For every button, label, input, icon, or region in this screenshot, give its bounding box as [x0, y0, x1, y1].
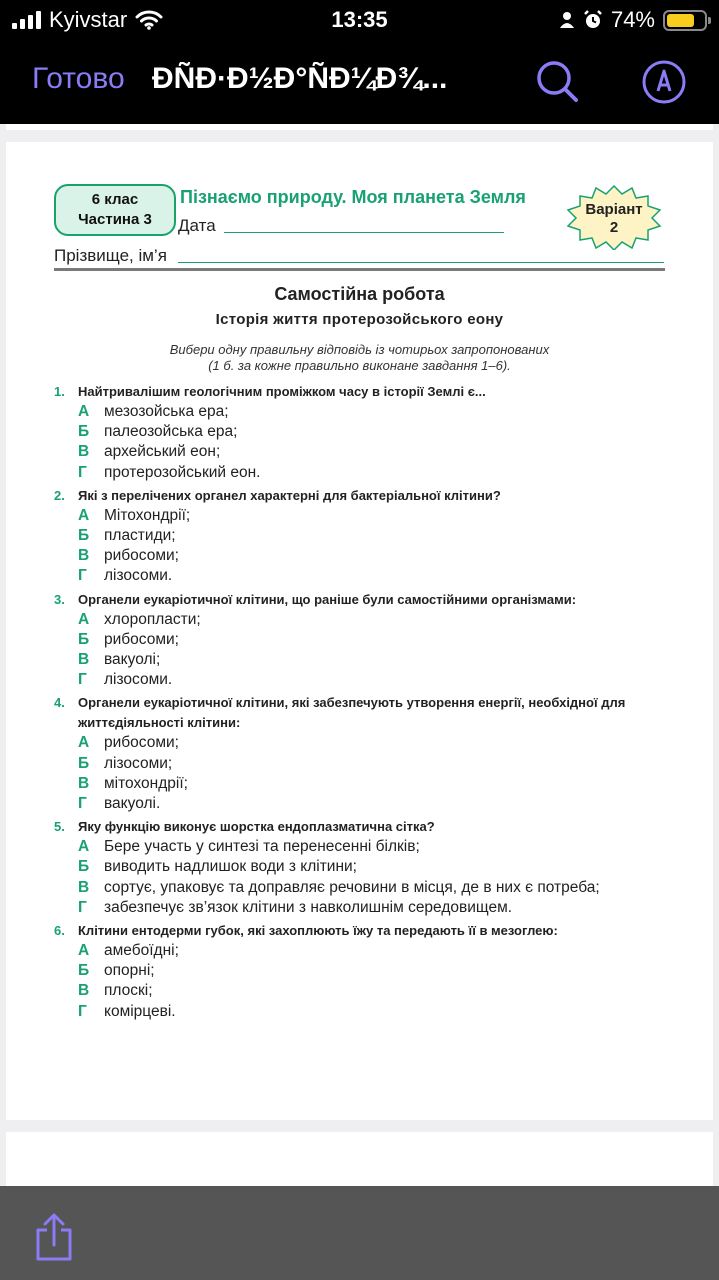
option-letter: В: [78, 982, 90, 1000]
option-letter: Г: [78, 463, 87, 481]
answer-option: [54, 610, 666, 630]
option-letter: Г: [78, 1002, 87, 1020]
option-text: вакуолі.: [104, 795, 161, 813]
question-text: Найтривалішим геологічним проміжком часу в історії Землі є...: [78, 384, 486, 399]
option-text: палеозойська ера;: [104, 423, 238, 441]
answer-option: [54, 961, 666, 981]
question-header: [54, 693, 666, 733]
next-page: [6, 1132, 713, 1186]
answer-option: [54, 774, 666, 794]
date-label: Дата: [178, 216, 216, 235]
question-text: Органели еукаріотичної клітини, які забезпечують утворення енергії, необхідної для життєдіяльності клітини:: [78, 695, 626, 731]
answer-option: [54, 898, 666, 918]
document-title: ÐÑÐ·Ð½Ð°ÑÐ¼Ð¾...: [152, 62, 448, 95]
question-number: 1.: [54, 384, 65, 399]
question-2: [54, 486, 666, 587]
question-number: 6.: [54, 923, 65, 939]
battery-icon: [663, 10, 707, 31]
answer-option: [54, 754, 666, 774]
option-letter: А: [78, 403, 90, 420]
question-1: [54, 382, 666, 483]
question-number: 3.: [54, 591, 65, 607]
option-text: рибосоми;: [104, 734, 179, 752]
option-letter: В: [78, 651, 90, 669]
option-letter: Г: [78, 671, 87, 689]
answer-option: [54, 794, 666, 814]
question-header: [54, 590, 666, 610]
answer-option: [54, 1002, 666, 1022]
option-letter: Б: [78, 754, 90, 772]
option-letter: В: [78, 547, 90, 565]
option-text: забезпечує зв’язок клітини з навколишнім середовищем.: [104, 898, 513, 916]
option-letter: Б: [78, 423, 90, 441]
option-letter: А: [78, 734, 90, 752]
badge-grade: 6 клас: [91, 191, 139, 208]
share-icon[interactable]: [34, 1212, 74, 1262]
question-header: [54, 817, 666, 837]
option-text: лізосоми.: [104, 671, 173, 689]
option-text: опорні;: [104, 962, 155, 980]
option-letter: А: [78, 942, 90, 960]
question-number: 4.: [54, 695, 65, 711]
option-text: рибосоми;: [104, 630, 179, 648]
worksheet-title: Самостійна робота: [274, 284, 445, 304]
option-text: хлоропласти;: [104, 610, 201, 628]
question-header: [54, 486, 666, 506]
alarm-icon: [583, 10, 603, 30]
option-letter: Г: [78, 898, 87, 916]
option-text: плоскі;: [104, 982, 153, 1000]
answer-option: [54, 566, 666, 586]
variant-label: Варіант: [585, 201, 643, 218]
badge-part: Частина 3: [78, 211, 152, 228]
option-letter: В: [78, 878, 90, 896]
option-text: пластиди;: [104, 527, 176, 545]
option-letter: Б: [78, 858, 90, 876]
subject-title: Пізнаємо природу. Моя планета Земля: [180, 187, 526, 207]
option-text: мезозойська ера;: [104, 403, 229, 420]
option-letter: В: [78, 443, 90, 461]
header-divider: [54, 268, 665, 271]
answer-option: [54, 650, 666, 670]
question-header: [54, 382, 666, 402]
answer-option: [54, 733, 666, 753]
answer-option: [54, 546, 666, 566]
clock: 13:35: [331, 7, 388, 32]
markup-icon[interactable]: [640, 58, 688, 106]
option-text: вакуолі;: [104, 651, 161, 669]
previous-page: [6, 124, 713, 130]
document-viewer[interactable]: [0, 124, 719, 1186]
question-3: [54, 590, 666, 691]
question-text: Яку функцію виконує шорстка ендоплазматична сітка?: [78, 819, 435, 835]
option-letter: Г: [78, 795, 87, 813]
answer-option: [54, 463, 666, 483]
instruction-line: Вибери одну правильну відповідь із чотирьох запропонованих: [169, 342, 550, 357]
option-text: виводить надлишок води з клітини;: [104, 858, 357, 876]
answer-option: [54, 402, 666, 422]
battery-percent: 74%: [610, 7, 655, 32]
person-icon: [559, 11, 575, 29]
answer-option: [54, 941, 666, 961]
instruction-line: (1 б. за кожне правильно виконане завдання 1–6).: [208, 358, 511, 373]
bottom-toolbar: [0, 1186, 719, 1280]
option-text: Мітохондрії;: [104, 506, 191, 524]
answer-option: [54, 630, 666, 650]
option-letter: В: [78, 774, 90, 792]
option-letter: Б: [78, 630, 90, 648]
question-4: [54, 693, 666, 814]
option-text: протерозойський еон.: [104, 463, 261, 481]
option-letter: А: [78, 610, 90, 628]
option-text: комірцеві.: [104, 1002, 176, 1020]
question-6: [54, 921, 666, 1022]
option-text: мітохондрії;: [104, 774, 188, 792]
worksheet-page: [6, 142, 713, 1120]
option-text: архейський еон;: [104, 443, 221, 461]
variant-number: 2: [609, 219, 619, 236]
option-letter: Б: [78, 527, 90, 545]
status-bar: [0, 0, 719, 40]
answer-option: [54, 878, 666, 898]
option-text: лізосоми.: [104, 567, 173, 585]
question-number: 5.: [54, 819, 65, 835]
done-button[interactable]: Готово: [32, 62, 125, 95]
carrier-name: Kyivstar: [49, 7, 128, 32]
question-header: [54, 921, 666, 941]
question-number: 2.: [54, 487, 65, 503]
option-text: рибосоми;: [104, 547, 179, 565]
answer-option: [54, 506, 666, 526]
grade-badge: [54, 184, 176, 236]
answer-option: [54, 981, 666, 1001]
answer-option: [54, 857, 666, 877]
answer-option: [54, 526, 666, 546]
worksheet-subtitle: Історія життя протерозойського еону: [215, 311, 504, 328]
search-icon[interactable]: [534, 58, 582, 106]
question-text: Які з перелічених органел характерні для бактеріальної клітини?: [78, 487, 501, 503]
navigation-bar: [0, 40, 719, 124]
question-list: [54, 382, 666, 1025]
surname-label: Прізвище, ім’я: [54, 246, 167, 265]
option-text: сортує, упаковує та доправляє речовини в місця, де в них є потреба;: [104, 878, 600, 896]
option-text: Бере участь у синтезі та перенесенні білків;: [104, 838, 420, 856]
option-text: амебоїдні;: [104, 942, 179, 960]
instructions: [6, 342, 713, 374]
answer-option: [54, 670, 666, 690]
option-text: лізосоми;: [104, 754, 173, 772]
surname-line: [178, 262, 664, 263]
option-letter: А: [78, 838, 90, 856]
question-5: [54, 817, 666, 918]
question-text: Органели еукаріотичної клітини, що раніше були самостійними організмами:: [78, 591, 577, 607]
answer-option: [54, 422, 666, 442]
answer-option: [54, 837, 666, 857]
option-letter: Г: [78, 567, 87, 585]
option-letter: А: [78, 506, 90, 524]
question-text: Клітини ентодерми губок, які захоплюють їжу та передають її в мезоглею:: [78, 923, 558, 939]
option-letter: Б: [78, 962, 90, 980]
date-line: [224, 232, 504, 233]
variant-badge: [566, 184, 662, 250]
answer-option: [54, 442, 666, 462]
